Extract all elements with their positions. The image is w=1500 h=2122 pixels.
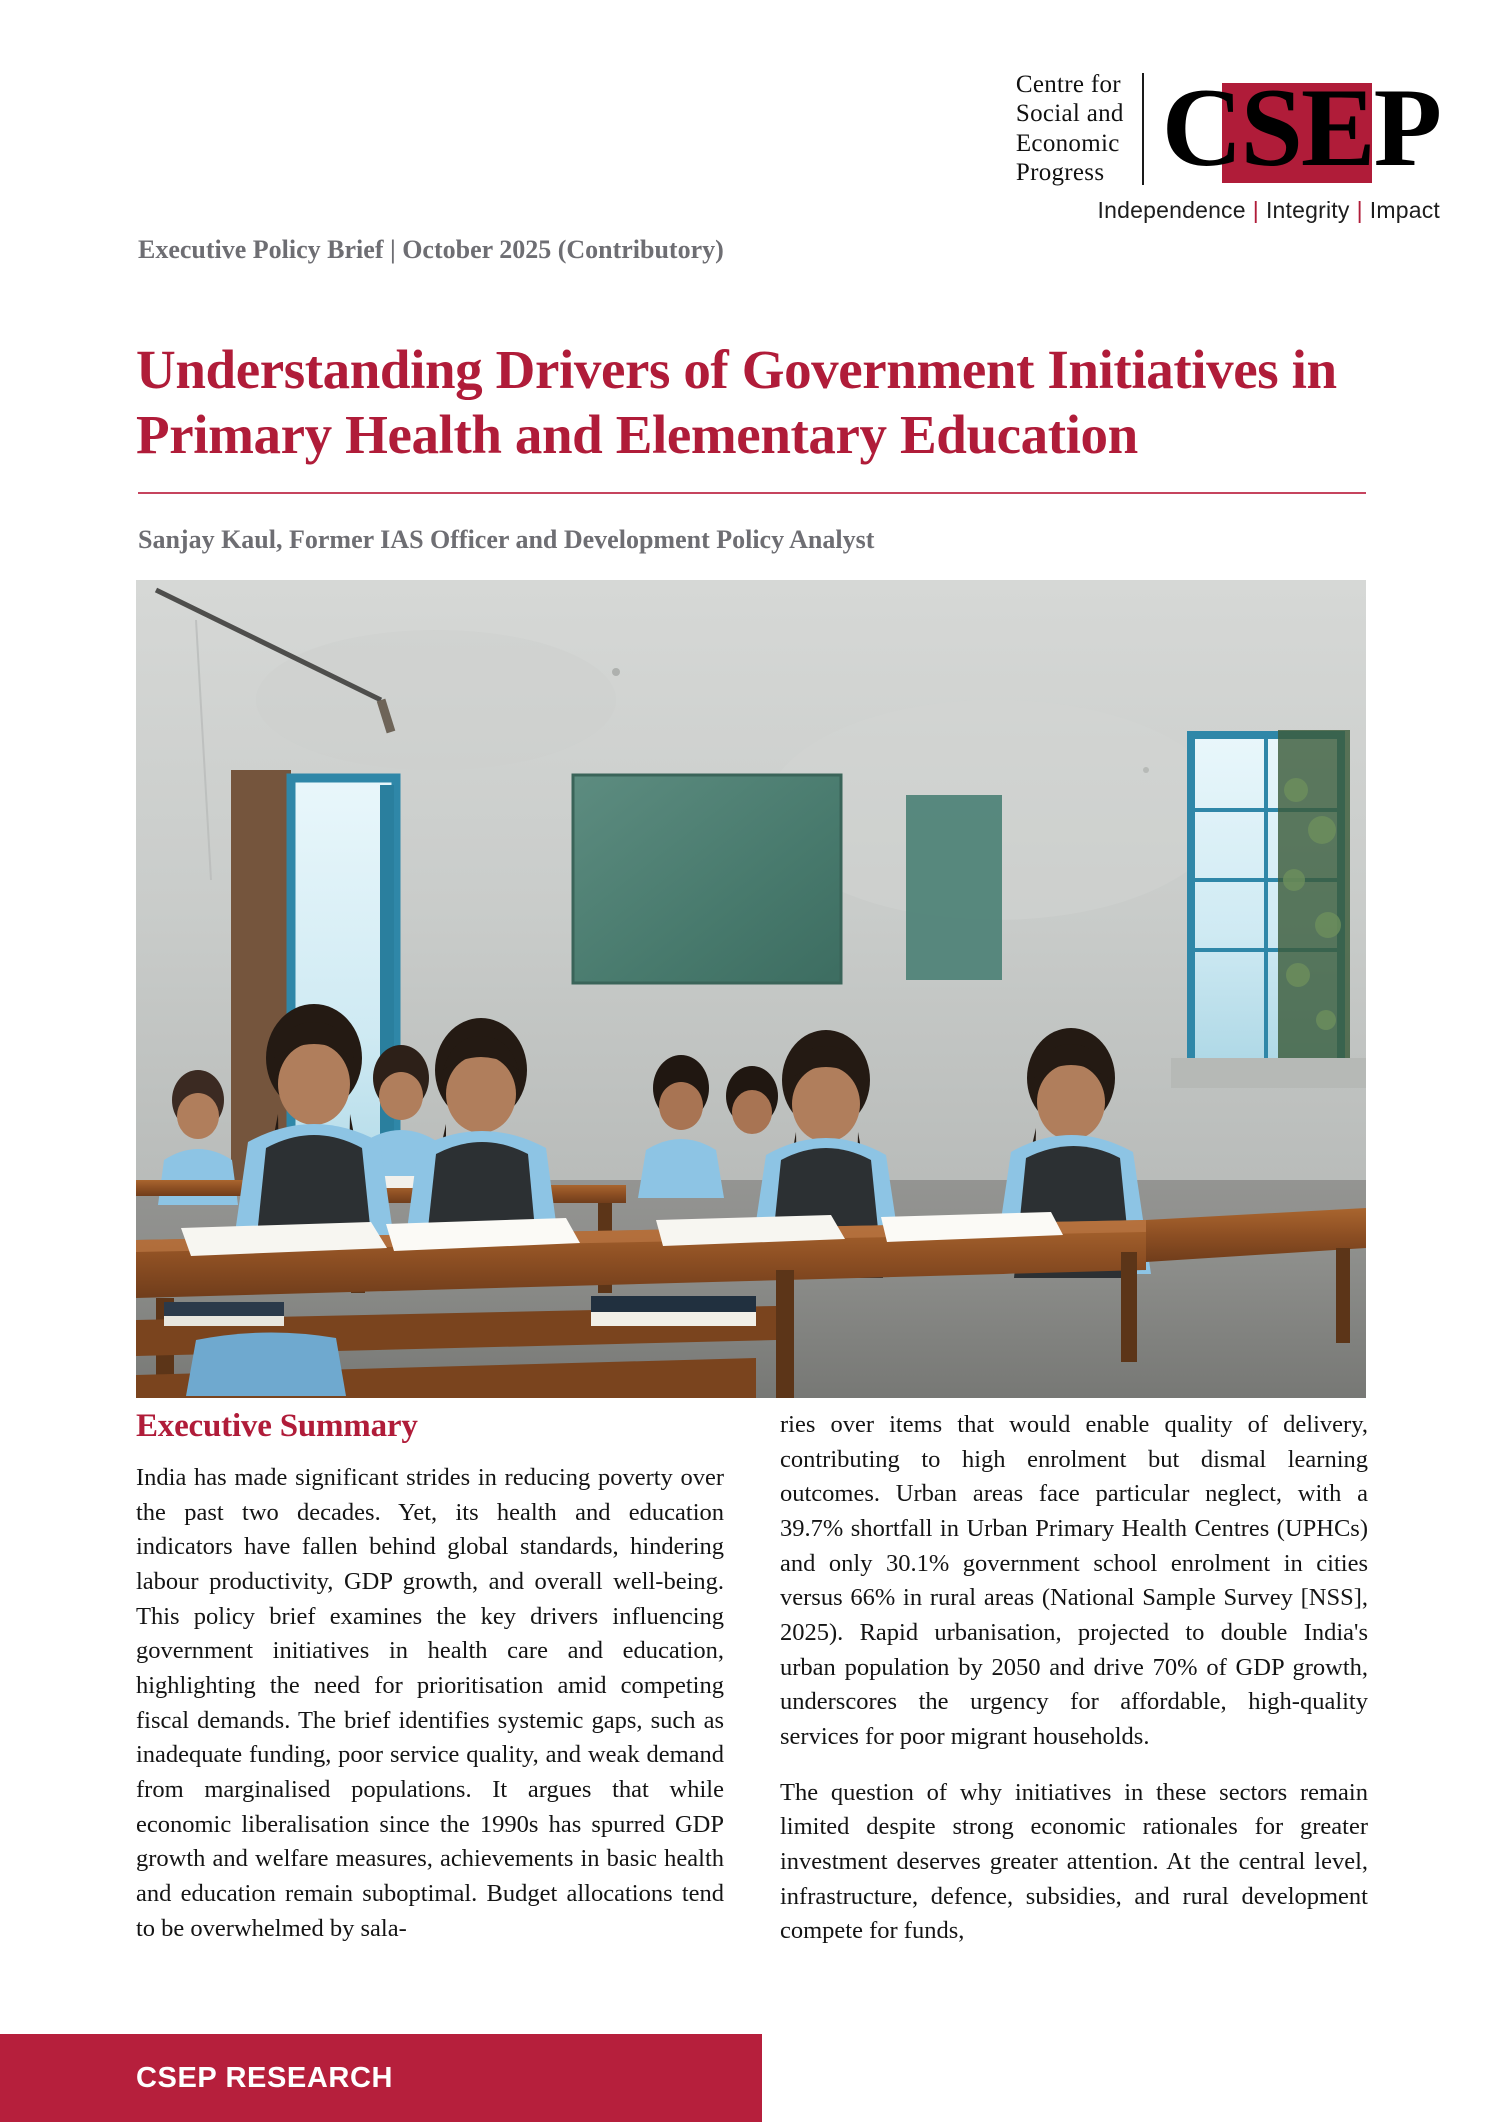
csep-logo: [1015, 65, 1440, 224]
tagline-integrity: Integrity: [1265, 197, 1350, 223]
org-line-2: Social and: [1015, 100, 1124, 128]
tagline-separator-2: |: [1356, 197, 1363, 223]
footer-label: CSEP RESEARCH: [136, 2061, 394, 2094]
cover-photo-classroom: [136, 580, 1366, 1398]
classroom-illustration: [136, 580, 1366, 1398]
org-line-1: Centre for: [1015, 71, 1121, 98]
publication-meta: Executive Policy Brief | October 2025 (Contributory): [138, 235, 724, 264]
body-columns: [136, 1408, 1368, 2008]
paragraph: The question of why initiatives in these sectors remain limited despite strong economic rationales for greater investment deserves greater attention. At the central level, infrastructure, defence, subsidies, and rural development compete for funds,: [780, 1778, 1368, 1945]
author-byline: Sanjay Kaul, Former IAS Officer and Development Policy Analyst: [138, 525, 875, 554]
section-heading-executive-summary: Executive Summary: [136, 1408, 418, 1444]
org-line-4: Progress: [1015, 158, 1105, 186]
logo-tagline: [1098, 197, 1440, 224]
title-divider-rule: [138, 492, 1366, 494]
logo-row: [1015, 65, 1440, 190]
tagline-independence: Independence: [1097, 197, 1246, 223]
column-left: [136, 1408, 724, 2008]
paragraph: India has made significant strides in reducing poverty over the past two decades. Yet, its health and education indicators have fallen behind global standards, hindering labour productivity, GDP growth, and overall well-being. This policy brief examines the key drivers influencing government initiatives in health care and education, highlighting the need for prioritisation amid competing fiscal demands. The brief identifies systemic gaps, such as inadequate funding, poor service quality, and weak demand from marginalised populations. It argues that while economic liberalisation since the 1990s has spurred GDP growth and welfare measures, achievements in basic health and education remain suboptimal. Budget allocations tend to be overwhelmed by sala-: [136, 1464, 724, 1942]
org-line-3: Economic: [1015, 129, 1120, 157]
csep-wordmark-letters: CSEP: [1161, 65, 1440, 190]
organisation-name: [1016, 70, 1142, 187]
tagline-impact: Impact: [1369, 197, 1440, 223]
csep-wordmark: [1161, 65, 1440, 190]
paragraph: ries over items that would enable quality of delivery, contributing to high enrolment but dismal learning outcomes. Urban areas face particular neglect, with a 39.7% shortfall in Urban Primary Health Centres (UPHCs) and only 30.1% government school enrolment in cities versus 66% in rural areas (National Sample Survey [NSS], 2025). Rapid urbanisation, projected to double India's urban population by 2050 and drive 70% of GDP growth, underscores the urgency for affordable, high-quality services for poor migrant households.: [780, 1411, 1368, 1750]
logo-divider: [1142, 73, 1144, 185]
page-title: Understanding Drivers of Government Initiatives in Primary Health and Elementary Education: [136, 339, 1337, 465]
tagline-separator-1: |: [1252, 197, 1259, 223]
column-right: [780, 1408, 1368, 2008]
footer-bar: [0, 2034, 762, 2122]
